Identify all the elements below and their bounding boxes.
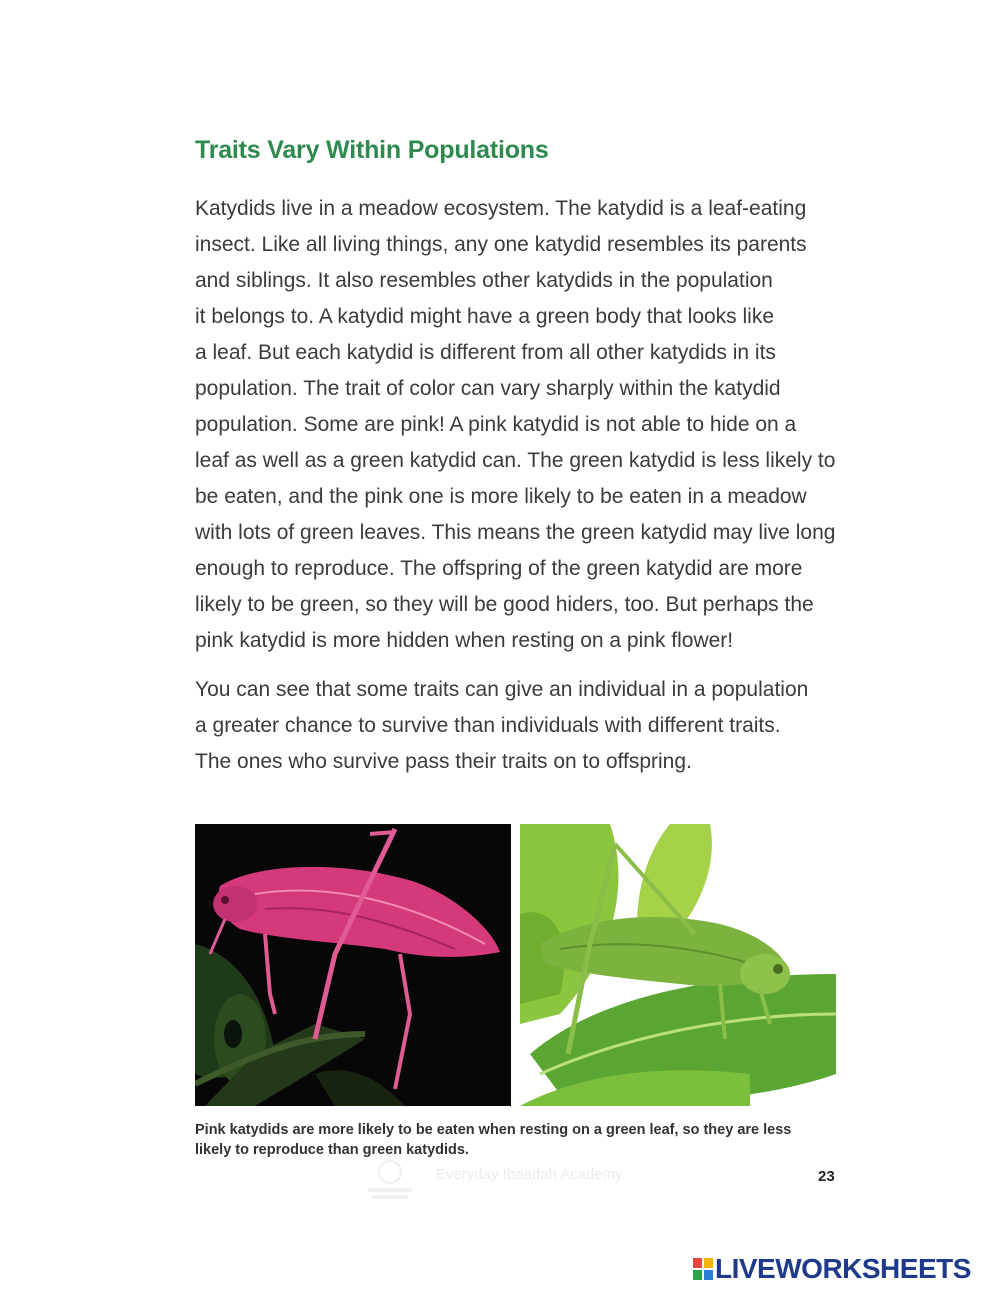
- paragraph-line: with lots of green leaves. This means the green katydid may live long: [195, 521, 836, 544]
- paragraph-line: population. The trait of color can vary sharply within the katydid: [195, 377, 781, 400]
- page-heading: Traits Vary Within Populations: [195, 136, 549, 164]
- caption-line: Pink katydids are more likely to be eaten when resting on a green leaf, so they are less: [195, 1122, 792, 1138]
- green-katydid-photo: [520, 824, 836, 1106]
- paragraph-line: population. Some are pink! A pink katydid is not able to hide on a: [195, 413, 797, 436]
- body-paragraph-1: [195, 191, 845, 659]
- green-katydid-illustration: [520, 824, 836, 1106]
- pink-katydid-photo: [195, 824, 511, 1106]
- paragraph-line: Katydids live in a meadow ecosystem. The katydid is a leaf-eating: [195, 197, 807, 220]
- pink-katydid-illustration: [195, 824, 511, 1106]
- liveworksheets-brand[interactable]: [693, 1254, 971, 1284]
- liveworksheets-logo-icon: [693, 1258, 713, 1280]
- paragraph-line: likely to be green, so they will be good hiders, too. But perhaps the: [195, 593, 814, 616]
- liveworksheets-wordmark: LIVEWORKSHEETS: [715, 1253, 971, 1284]
- watermark-text: Everyday Ibaadah Academy: [436, 1166, 623, 1183]
- paragraph-line: You can see that some traits can give an individual in a population: [195, 678, 809, 701]
- paragraph-line: and siblings. It also resembles other katydids in the population: [195, 269, 773, 292]
- body-paragraph-2: [195, 672, 845, 780]
- caption-line: likely to reproduce than green katydids.: [195, 1142, 469, 1158]
- watermark-logo: [362, 1158, 418, 1202]
- photo-caption: [195, 1120, 845, 1160]
- paragraph-line: a leaf. But each katydid is different from all other katydids in its: [195, 341, 776, 364]
- paragraph-line: a greater chance to survive than individuals with different traits.: [195, 714, 781, 737]
- paragraph-line: insect. Like all living things, any one katydid resembles its parents: [195, 233, 807, 256]
- paragraph-line: pink katydid is more hidden when resting on a pink flower!: [195, 629, 734, 652]
- paragraph-line: leaf as well as a green katydid can. The green katydid is less likely to: [195, 449, 836, 472]
- page-number: 23: [818, 1168, 835, 1185]
- paragraph-line: The ones who survive pass their traits on to offspring.: [195, 750, 692, 773]
- paragraph-line: be eaten, and the pink one is more likely to be eaten in a meadow: [195, 485, 807, 508]
- paragraph-line: enough to reproduce. The offspring of the green katydid are more: [195, 557, 803, 580]
- paragraph-line: it belongs to. A katydid might have a green body that looks like: [195, 305, 775, 328]
